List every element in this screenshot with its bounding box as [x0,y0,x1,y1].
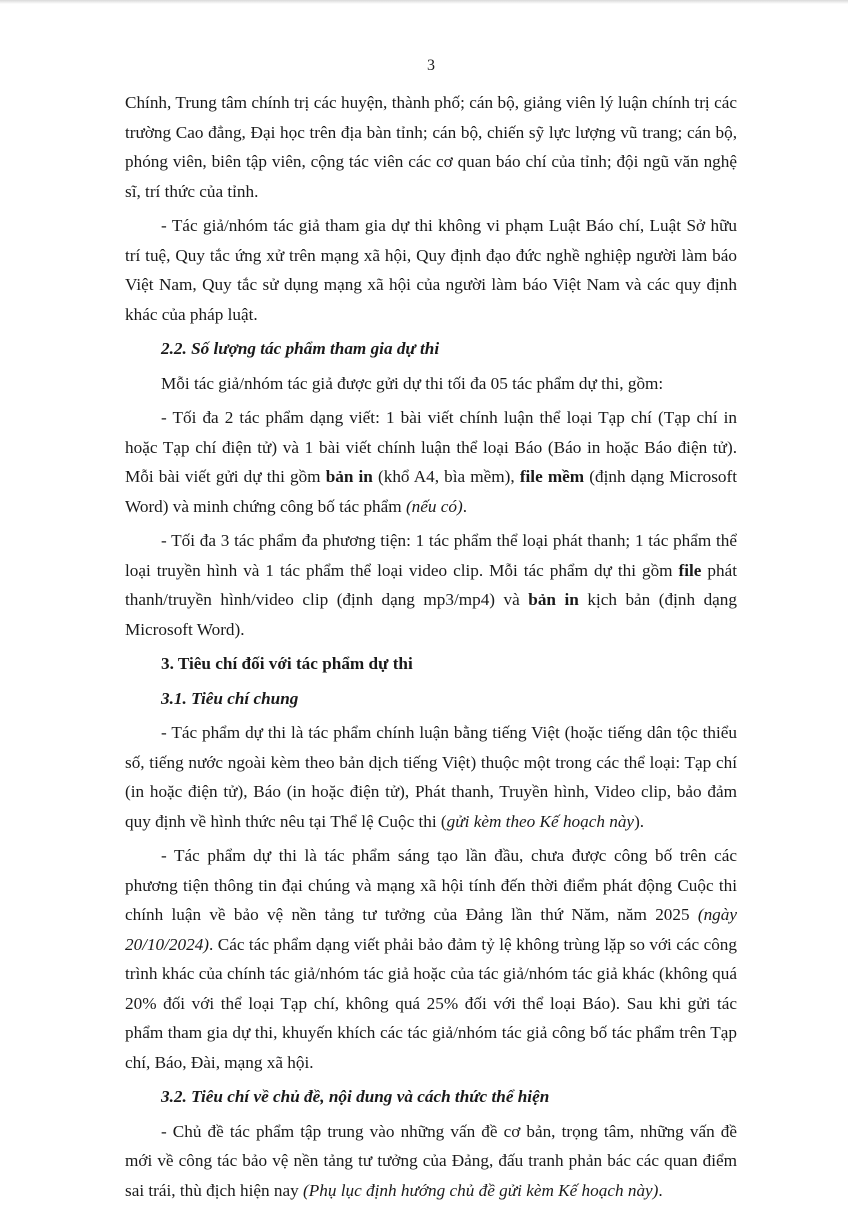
heading-2-2: 2.2. Số lượng tác phẩm tham gia dự thi [161,339,440,358]
paragraph-participants: Chính, Trung tâm chính trị các huyện, thành phố; cán bộ, giảng viên lý luận chính trị các trường Cao đẳng, Đại học trên địa bàn tỉnh; cán bộ, chiến sỹ lực lượng vũ trang; cán bộ, phóng viên, biên tập viên, cộng tác viên các cơ quan báo chí của tỉnh; đội ngũ văn nghệ sĩ, trí thức của tỉnh. [125,93,737,201]
text-run: (định dạng Microsoft Word) và minh chứng công bố tác phẩm [125,467,738,516]
text-run: - Tối đa 2 tác phẩm dạng viết: 1 bài viết chính luận thể loại Tạp chí (Tạp chí in hoặc Tạp chí điện tử) và 1 bài viết chính luận thể loại Báo (Báo in hoặc Báo điện tử). Mỗi bài viết gửi dự thi gồm [125,408,737,486]
paragraph-general-criteria [125,718,737,836]
bold-text: file mềm [519,467,585,486]
italic-text: (nếu có) [405,496,463,516]
bold-text: bản in [528,590,579,609]
text-run: - Tác phẩm dự thi là tác phẩm chính luận bằng tiếng Việt (hoặc tiếng dân tộc thiểu số, tiếng nước ngoài kèm theo bản dịch tiếng Việt) thuộc một trong các thể loại: Tạp chí (in hoặc điện tử), Báo (in hoặc điện tử), Phát thanh, Truyền hình, Video clip, bảo đảm quy định về hình thức nêu tại Thể lệ Cuộc thi ( [125,723,737,831]
text-run: - Chủ đề tác phẩm tập trung vào những vấn đề cơ bản, trọng tâm, những vấn đề mới về công tác bảo vệ nền tảng tư tưởng của Đảng, đấu tranh phản bác các quan điểm sai trái, thù địch hiện nay [125,1121,737,1200]
text-run: ). [634,811,645,831]
paragraph-compliance: - Tác giả/nhóm tác giả tham gia dự thi không vi phạm Luật Báo chí, Luật Sở hữu trí tuệ, Quy tắc ứng xử trên mạng xã hội, Quy định đạo đức nghề nghiệp người làm báo Việt Nam, Quy tắc sử dụng mạng xã hội của người làm báo Việt Nam và các quy định khác của pháp luật. [125,216,737,324]
paragraph-quantity: Mỗi tác giả/nhóm tác giả được gửi dự thi tối đa 05 tác phẩm dự thi, gồm: [161,373,664,393]
paragraph-written-works [125,403,737,521]
paragraph-originality [125,841,737,1077]
paragraph-multimedia-works [125,526,737,644]
text-run: kịch bản (định dạng Microsoft Word). [125,590,737,639]
paragraph-topic [125,1117,737,1206]
text-run: . Các tác phẩm dạng viết phải bảo đảm tỷ lệ không trùng lặp so với các công trình khác của chính tác giả/nhóm tác giả hoặc của tác giả/nhóm tác giả khác (không quá 20% đối với thể loại Tạp chí, không quá 25% đối với thể loại Báo). Sau khi gửi tác phẩm tham gia dự thi, khuyến khích các tác giả/nhóm tác giả công bố tác phẩm trên Tạp chí, Báo, Đài, mạng xã hội. [125,934,737,1072]
text-run: (khổ A4, bìa mềm), [372,467,520,486]
text-run: . [658,1180,663,1200]
heading-3-1: 3.1. Tiêu chí chung [161,688,299,708]
italic-text: gửi kèm theo Kế hoạch này [446,811,635,831]
bold-text: bản in [325,467,373,486]
italic-text: (Phụ lục định hướng chủ đề gửi kèm Kế hoạch này) [303,1180,659,1200]
bold-text: file [678,560,702,580]
text-run: . [462,496,468,516]
scan-edge [0,0,848,4]
text-run: phát thanh/truyền hình/video clip (định dạng mp3/mp4) và [125,560,737,609]
heading-3-2: 3.2. Tiêu chí về chủ đề, nội dung và cách thức thể hiện [161,1087,550,1106]
document-page [125,56,737,1210]
page-number: 3 [427,57,435,74]
italic-text: (ngày 20/10/2024) [125,905,737,954]
text-run: - Tác phẩm dự thi là tác phẩm sáng tạo lần đầu, chưa được công bố trên các phương tiện thông tin đại chúng và mạng xã hội tính đến thời điểm phát động Cuộc thi chính luận về bảo vệ nền tảng tư tưởng của Đảng lần thứ Năm, năm 2025 [125,846,737,924]
heading-3: 3. Tiêu chí đối với tác phẩm dự thi [161,654,413,673]
text-run: - Tối đa 3 tác phẩm đa phương tiện: 1 tác phẩm thể loại phát thanh; 1 tác phẩm thể loại truyền hình và 1 tác phẩm thể loại video clip. Mỗi tác phẩm dự thi gồm [125,531,737,580]
